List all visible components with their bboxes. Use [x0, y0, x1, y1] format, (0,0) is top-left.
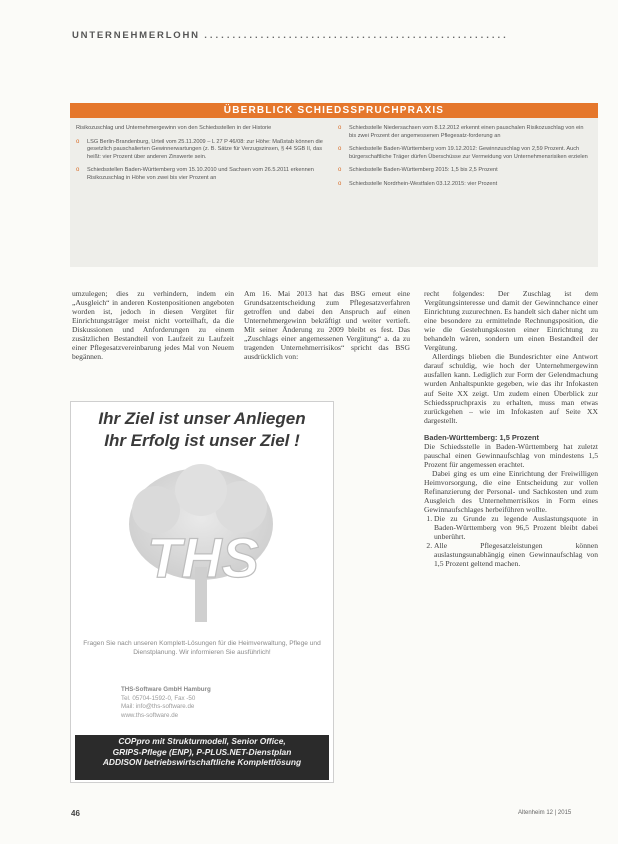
subheading: Baden-Württemberg: 1,5 Prozent: [424, 432, 539, 442]
ad-email: Mail: info@ths-software.de: [121, 703, 195, 711]
ad-body-text: Fragen Sie nach unseren Komplett-Lösungen für die Heimverwaltung, Pflege und Dienstplanung. Wir informieren Sie ausführlich!: [83, 640, 321, 656]
article-column-2: [244, 289, 410, 361]
ad-company-block: [121, 686, 321, 720]
article-column-3: [424, 289, 598, 568]
ad-headline-2: Ihr Erfolg ist unser Ziel !: [104, 431, 300, 450]
ths-logo-text: THS: [147, 526, 259, 589]
info-box-item-text: Schiedsstelle Niedersachsen vom 8.12.2012 erkennt einen pauschalen Risikozuschlag von ein bis zwei Prozent der angemessenen Pflegesatz-forderung an: [349, 125, 584, 139]
ad-phone: Tel. 05704-1592-0, Fax -50: [121, 694, 196, 702]
info-box-intro: Risikozuschlag und Unternehmergewinn von den Schiedsstellen in der Historie: [76, 125, 272, 131]
ad-product-line: COPpro mit Strukturmodell, Senior Office,: [118, 736, 286, 746]
info-box-item-text: Schiedsstellen Baden-Württemberg vom 15.10.2010 und Sachsen vom 26.5.2011 erkennen Risikozuschlag in Höhe von zwei bis vier Prozent an: [87, 167, 314, 181]
bullet-icon: o: [76, 167, 80, 174]
paragraph: umzulegen; dies zu verhindern, indem ein „Ausgleich“ in anderen Kostenpositionen angeboten worden ist, jedoch in diesen Vergütet für Einrichtungsträger meist nicht vorteilhaft, da die Diskussionen und Anforderungen zu einem zusätzlichen Bestandteil von Laufzeit zu Laufzeit einer Pflegesatzvereinbarung jedes Mal von Neuem begännen.: [72, 289, 234, 362]
list-item: 1. Die zu Grunde zu legende Auslastungsquote in Baden-Württemberg von 96,5 Prozent bleibt dabei unberührt.: [434, 514, 598, 541]
section-header: [72, 30, 592, 44]
ad-product-bar: [75, 735, 329, 780]
info-box-right-column: [338, 125, 592, 195]
magazine-issue: Altenheim 12 | 2015: [518, 810, 572, 816]
info-box-item: [338, 167, 592, 175]
section-title: UNTERNEHMERLOHN: [72, 30, 200, 41]
bullet-icon: o: [338, 180, 342, 187]
ad-product-line: GRIPS-Pflege (ENP), P-PLUS.NET-Dienstplan: [112, 746, 292, 757]
paragraph: Dabei ging es um eine Einrichtung der Freiwilligen Heimvorsorgung, die eine Entscheidung zur vollen Refinanzierung der Personal- und Sachkosten und zum Ausgleich des Unternehmerrisikos in Form eines Gewinnaufschlages herbeiführen wollte.: [424, 468, 598, 515]
article-column-1: [72, 289, 234, 361]
bullet-icon: o: [338, 146, 342, 153]
ad-company-name: THS-Software GmbH Hamburg: [121, 686, 211, 693]
paragraph: Allerdings blieben die Bundesrichter eine Antwort darauf schuldig, wie hoch der Unternehmergewinn ausfallen kann. Lediglich zur Form der Gelendmachung wurden Anhaltspunkte gegeben, wie das ihr Infokasten auf Seite XX zeigt. Um zudem einen Überblick zur Schiedsspruchpraxis zu erhalten, muss man etwas zurückgehen – wie im Infokasten auf Seite XX dargestellt.: [424, 352, 598, 425]
info-box-item-text: Schiedsstelle Nordrhein-Westfalen 03.12.2015: vier Prozent: [349, 180, 498, 187]
info-box-item-text: Schiedsstelle Baden-Württemberg vom 19.12.2012: Gewinnzuschlag von 2,59 Prozent. Auch bürgerschaftliche Träger dürfen Überschüsse zur Vermeidung von Unternehmensrisiken erzielen: [349, 146, 588, 160]
info-box-title: ÜBERBLICK SCHIEDSSPRUCHPRAXIS: [70, 103, 598, 118]
numbered-list: [424, 514, 598, 568]
info-box: [70, 103, 598, 267]
info-box-item: [338, 146, 592, 161]
bullet-icon: o: [76, 138, 80, 145]
info-box-item-text: Schiedsstelle Baden-Württemberg 2015: 1,5 bis 2,5 Prozent: [349, 167, 498, 174]
info-box-item: [76, 167, 324, 182]
header-dots: ......................................................: [204, 30, 509, 41]
info-box-item: [338, 181, 592, 189]
tree-logo-icon: [111, 462, 291, 632]
paragraph: recht folgendes: Der Zuschlag ist dem Vergütungsinteresse und damit der Gewinnchance einer Einrichtung zuzurechnen. Es handelt sich daher nicht um eine besondere zu ermittelnde Rechnungsposition, die wie die Gestehungskosten einer Einrichtung zu behandeln wären, sondern um einen Bestandteil der Vergütung.: [424, 289, 598, 353]
list-item: 2. Alle Pflegesatzleistungen können auslastungsunabhängig einen Gewinnaufschlag von 1,5 Prozent geltend machen.: [434, 541, 598, 568]
bullet-icon: o: [338, 167, 342, 174]
info-box-left-column: [76, 125, 324, 189]
ad-product-line: ADDISON betriebswirtschaftliche Komplettlösung: [102, 757, 302, 768]
bullet-icon: o: [338, 125, 342, 131]
paragraph: Am 16. Mai 2013 hat das BSG erneut eine Grundsatzentscheidung zum Pflegesatzverfahren getroffen und dabei den Anspruch auf einen Unternehmergewinn bekräftigt und weiter vertieft. Mit seiner Änderung zu 2009 bleibt es fest. Das „Zuschlags einer angemessenen Vergütung“ a. da zu tragenden Unternehmerrisikos“ spricht das BSG ausdrücklich von:: [244, 289, 410, 362]
info-box-item-text: LSG Berlin-Brandenburg, Urteil vom 25.11.2009 – L 27 P 46/08: zur Höhe: Maßstab können die gesetzlich pauschalierten Gewinnerwartungen (z. B. Sätze für Verzugszinsen, § 44 SGB II, das heißt: vier Prozent über anderen Zinswerte sein.: [87, 138, 323, 160]
advertisement: [70, 401, 334, 783]
info-box-item: [338, 125, 592, 140]
page-number: 46: [71, 809, 80, 818]
ad-website: www.ths-software.de: [121, 711, 179, 719]
info-box-item: [76, 139, 324, 162]
paragraph: Die Schiedsstelle in Baden-Württemberg hat zuletzt pauschal einen Gewinnaufschlag von mindestens 1,5 Prozent für angemessen erachtet.: [424, 441, 598, 469]
ad-headline-1: Ihr Ziel ist unser Anliegen: [98, 409, 306, 428]
